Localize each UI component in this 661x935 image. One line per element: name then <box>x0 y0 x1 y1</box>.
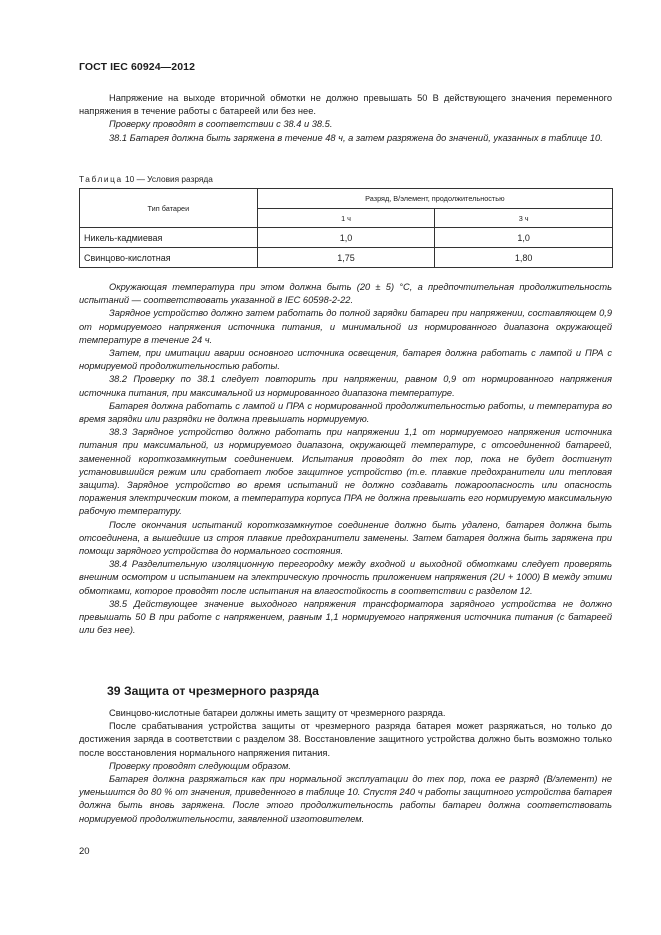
section-39-block <box>79 707 612 826</box>
cell-3h: 1,0 <box>435 228 613 248</box>
table-row <box>80 228 613 248</box>
paragraph: Проверку проводят следующим образом. <box>109 760 291 771</box>
header-3h: 3 ч <box>435 209 613 228</box>
paragraph: 38.5 Действующее значение выходного напряжения трансформатора зарядного устройства не должно превышать 50 В при работе с напряжением, равным 1,1 нормируемого напряжения источника питания (с батареей или без нее). <box>79 598 612 636</box>
table-caption-title: 10 — Условия разряда <box>122 174 213 184</box>
cell-3h: 1,80 <box>435 248 613 268</box>
intro-block <box>79 92 612 145</box>
header-1h: 1 ч <box>257 209 435 228</box>
paragraph: 38.3 Зарядное устройство должно работать при напряжении 1,1 от нормируемого напряжения источника питания при максимальной, из нормируемого диапазона, окружающей температуре, с отсоединенной батареей, замененной короткозамкнутым соединением. Испытания проводят до тех пор, пока не будет достигнут установившийся режим или сработает любое защитное устройство (т.е. плавкие предохранители или тепловая защита). Зарядное устройство во время испытаний не должно создавать пожароопасность или опасность поражения электрическим током, а температура корпуса ПРА не должна превышать его нормируемую максимальную рабочую температуру. <box>79 427 612 517</box>
cell-1h: 1,75 <box>257 248 435 268</box>
paragraph: После срабатывания устройства защиты от чрезмерного разряда батарея может разряжаться, но только до достижения заряда в соответствии с разделом 38. Восстановление защитного устройства должно быть возможно только после восстановления нормального напряжения питания. <box>79 721 612 758</box>
paragraph: Зарядное устройство должно затем работать до полной зарядки батареи при напряжении, составляющем 0,9 от нормируемого напряжения источника питания, и минимальной из нормированного диапазона окружающей температуре в течение 24 ч. <box>79 308 612 345</box>
paragraph: Батарея должна работать с лампой и ПРА с нормированной продолжительностью работы, и температура во время зарядки или разрядки не должна превышать нормируемую. <box>79 400 612 425</box>
section-heading: 39 Защита от чрезмерного разряда <box>107 684 319 698</box>
paragraph: Батарея должна разряжаться как при нормальной эксплуатации до тех пор, пока ее разряд (В/элемент) не уменьшится до 80 % от значения, приведенного в таблице 10. Спустя 240 ч работы защитного устройства батарея должна быть вновь заряжена. После этого продолжительность работы батареи должна соответствовать нормируемой продолжительности, заявленной изготовителем. <box>79 774 612 824</box>
page-number: 20 <box>79 846 90 857</box>
header-discharge-group: Разряд, В/элемент, продолжительностью <box>257 189 612 209</box>
paragraph: Свинцово-кислотные батареи должны иметь защиту от чрезмерного разряда. <box>109 708 446 718</box>
table-caption <box>79 174 213 184</box>
cell-type: Никель-кадмиевая <box>80 228 258 248</box>
cell-type: Свинцово-кислотная <box>80 248 258 268</box>
paragraph: Проверку проводят в соответствии с 38.4 и 38.5. <box>109 119 333 130</box>
header-battery-type: Тип батареи <box>80 189 258 228</box>
cell-1h: 1,0 <box>257 228 435 248</box>
paragraph: 38.1 Батарея должна быть заряжена в течение 48 ч, а затем разряжена до значений, указанных в таблице 10. <box>109 132 603 143</box>
paragraph: Затем, при имитации аварии основного источника освещения, батарея должна работать с лампой и ПРА с нормируемой продолжительностью работы. <box>79 348 612 372</box>
paragraph: Окружающая температура при этом должна быть (20 ± 5) °С, а предпочтительная продолжительность испытаний — соответствовать указанной в IEC 60598-2-22. <box>79 282 612 306</box>
table-row <box>80 248 613 268</box>
paragraph: Напряжение на выходе вторичной обмотки не должно превышать 50 В действующего значения переменного напряжения в течение работы с батареей или без нее. <box>79 93 612 117</box>
paragraph: 38.4 Разделительную изоляционную перегородку между входной и выходной обмотками следует проверять внешним осмотром и испытанием на электрическую прочность приложением напряжения (2U + 1000) В между этими обмотками, которое проводят после испытания на влагостойкость в соответствии с разделом 12. <box>79 559 612 596</box>
paragraph: После окончания испытаний короткозамкнутое соединение должно быть удалено, батарея должна быть отсоединена, а вышедшие из строя плавкие предохранители заменены. Затем батарея должна быть заряжена при помощи зарядного устройства до нормального состояния. <box>79 519 612 557</box>
document-header: ГОСТ IEC 60924—2012 <box>79 61 196 73</box>
clause-38-block <box>79 281 612 637</box>
table-caption-label: Таблица <box>79 174 123 184</box>
discharge-conditions-table <box>79 188 613 268</box>
paragraph: 38.2 Проверку по 38.1 следует повторить при напряжении, равном 0,9 от нормированного напряжения источника питания, при максимальной из нормированного диапазона температуре. <box>79 374 612 398</box>
